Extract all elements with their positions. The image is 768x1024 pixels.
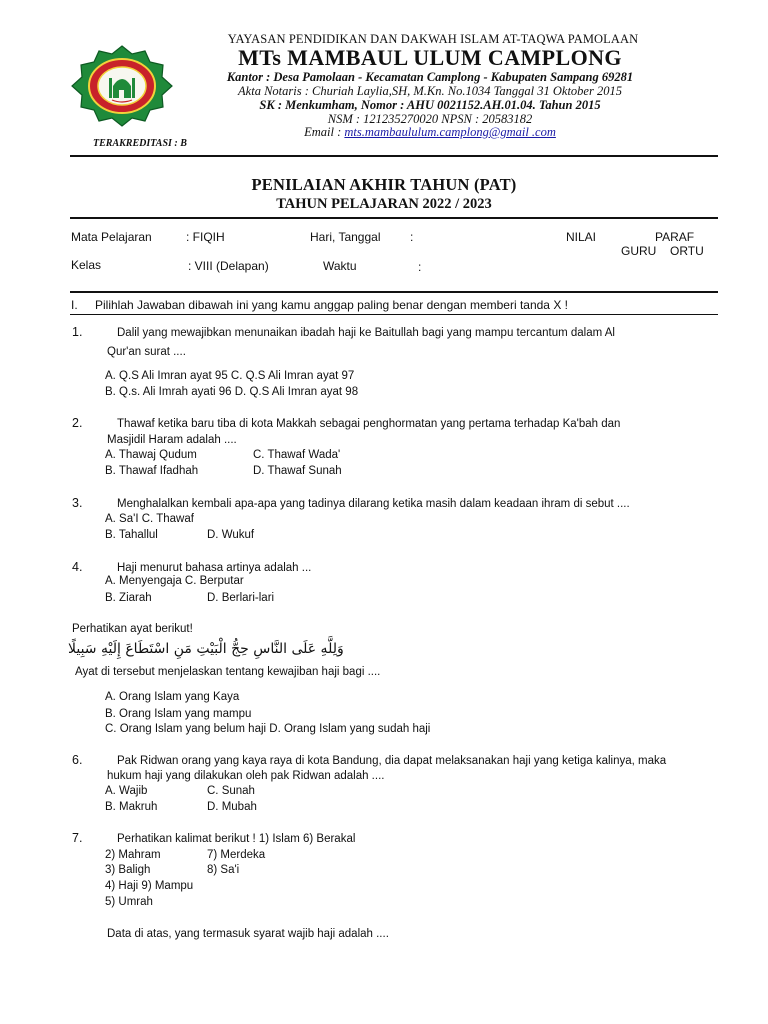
email-line xyxy=(150,125,710,140)
question-text: Haji menurut bahasa artinya adalah ... xyxy=(117,562,312,574)
info-bottom-rule xyxy=(70,291,718,293)
exam-year: TAHUN PELAJARAN 2022 / 2023 xyxy=(276,196,492,212)
list-item: 5) Umrah xyxy=(105,896,153,908)
question-number: 1. xyxy=(72,325,83,339)
question-text: hukum haji yang dilakukan oleh pak Ridwan adalah .... xyxy=(107,770,385,782)
option-d: D. Thawaf Sunah xyxy=(253,465,342,477)
question-text: Menghalalkan kembali apa-apa yang tadinya dilarang ketika masih dalam keadaan ihram di sebut .... xyxy=(117,498,630,510)
option-a: A. Orang Islam yang Kaya xyxy=(105,691,240,703)
day-value: : xyxy=(410,230,414,244)
subject-value: : FIQIH xyxy=(186,230,225,244)
option-d: D. Wukuf xyxy=(207,529,255,541)
notary-deed: Akta Notaris : Churiah Laylia,SH, M.Kn. No.1034 Tanggal 31 Oktober 2015 xyxy=(238,84,622,98)
question-number: 4. xyxy=(72,560,83,574)
email-label: Email : xyxy=(304,125,345,139)
option-b: B. Ziarah xyxy=(105,592,152,604)
list-item: 4) Haji 9) Mampu xyxy=(105,880,194,892)
class-value: : VIII (Delapan) xyxy=(188,259,269,273)
option-d: D. Berlari-lari xyxy=(207,592,275,604)
question-number: 3. xyxy=(72,496,83,510)
time-value: : xyxy=(418,260,422,274)
option-row: A. Q.S Ali Imran ayat 95 C. Q.S Ali Imran ayat 97 xyxy=(105,370,355,382)
question-text: Dalil yang mewajibkan menunaikan ibadah haji ke Baitullah bagi yang mampu tercantum dalam Al xyxy=(117,327,615,339)
option-b: B. Tahallul xyxy=(105,529,158,541)
option-c-d: C. Orang Islam yang belum haji D. Orang Islam yang sudah haji xyxy=(105,723,431,735)
question-number: 2. xyxy=(72,416,83,430)
question-text: Ayat di tersebut menjelaskan tentang kewajiban haji bagi .... xyxy=(75,666,381,678)
subject-label: Mata Pelajaran xyxy=(71,230,152,244)
sign-label: PARAF xyxy=(655,230,695,244)
arabic-verse: وَلِلَّهِ عَلَى النَّاسِ حِجُّ الْبَيْتِ مَنِ اسْتَطَاعَ إِلَيْهِ سَبِيلًا xyxy=(68,641,344,657)
list-item: 2) Mahram xyxy=(105,849,161,861)
list-item: 3) Baligh xyxy=(105,864,151,876)
letterhead-divider xyxy=(70,155,718,157)
option-b: B. Makruh xyxy=(105,801,158,813)
option-a: A. Wajib xyxy=(105,785,148,797)
list-item: 8) Sa'i xyxy=(207,864,240,876)
instruction xyxy=(71,298,568,312)
school-name: MTs MAMBAUL ULUM CAMPLONG xyxy=(238,45,622,70)
ministry-decree: SK : Menkumham, Nomor : AHU 0021152.AH.01.04. Tahun 2015 xyxy=(259,98,601,112)
parent-sign-label: ORTU xyxy=(670,244,704,258)
instruction-text: Pilihlah Jawaban dibawah ini yang kamu anggap paling benar dengan memberi tanda X ! xyxy=(95,298,568,312)
question-text: Pak Ridwan orang yang kaya raya di kota Bandung, dia dapat melaksanakan haji yang ketiga kalinya, maka xyxy=(117,755,667,767)
option-b: B. Thawaf Ifadhah xyxy=(105,465,199,477)
option-c: C. Sunah xyxy=(207,785,255,797)
option-d: D. Mubah xyxy=(207,801,257,813)
info-top-rule xyxy=(70,217,718,219)
question-text: Masjidil Haram adalah .... xyxy=(107,434,237,446)
teacher-sign-label: GURU xyxy=(621,244,657,258)
time-label: Waktu xyxy=(323,259,357,273)
question-number: 6. xyxy=(72,753,83,767)
office-address: Kantor : Desa Pamolaan - Kecamatan Camplong - Kabupaten Sampang 69281 xyxy=(226,70,634,84)
question-text: Thawaf ketika baru tiba di kota Makkah sebagai penghormatan yang pertama terhadap Ka'bah dan xyxy=(117,418,621,430)
foundation-name: YAYASAN PENDIDIKAN DAN DAKWAH ISLAM AT-TAQWA PAMOLAAN xyxy=(227,32,639,46)
score-label: NILAI xyxy=(566,230,597,244)
option-a: A. Sa'I C. Thawaf xyxy=(105,513,194,525)
instruction-underline xyxy=(70,314,718,315)
email-link[interactable]: mts.mambaululum.camplong@gmail .com xyxy=(344,125,556,139)
option-a: A. Thawaj Qudum xyxy=(105,449,197,461)
accreditation: TERAKREDITASI : B xyxy=(93,138,187,149)
question-text: Data di atas, yang termasuk syarat wajib haji adalah .... xyxy=(107,928,389,940)
question-text: Perhatikan ayat berikut! xyxy=(72,623,193,635)
option-b: B. Orang Islam yang mampu xyxy=(105,708,252,720)
day-label: Hari, Tanggal xyxy=(310,230,381,244)
option-row: B. Q.s. Ali Imrah ayati 96 D. Q.S Ali Imran ayat 98 xyxy=(105,386,359,398)
option-c: C. Thawaf Wada' xyxy=(253,449,341,461)
question-text: Perhatikan kalimat berikut ! 1) Islam 6) Berakal xyxy=(117,833,356,845)
question-number: 7. xyxy=(72,831,83,845)
exam-title: PENILAIAN AKHIR TAHUN (PAT) xyxy=(251,175,517,194)
nsm-npsn: NSM : 121235270020 NPSN : 20583182 xyxy=(327,112,533,126)
question-text: Qur'an surat .... xyxy=(107,346,186,358)
instruction-number: I. xyxy=(71,298,78,312)
option-a: A. Menyengaja C. Berputar xyxy=(105,575,244,587)
class-label: Kelas xyxy=(71,258,102,272)
list-item: 7) Merdeka xyxy=(207,849,266,861)
